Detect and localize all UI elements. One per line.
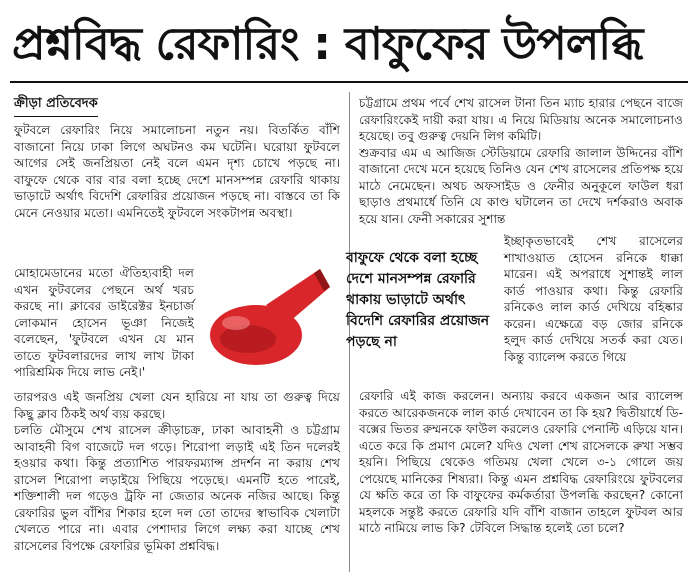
pull-quote: বাফুফে থেকে বলা হচ্ছে দেশে মানসম্পন্ন রেফারি থাকায় ভাড়াটে অর্থাৎ বিদেশি রেফারির প্রয়োজন পড়ছে না [346,250,490,350]
whistle-highlight [222,316,250,330]
whistle-shade [220,325,276,353]
left-bottom-paragraph-2: চলতি মৌসুমে শেখ রাসেল ক্রীড়াচক্র, ঢাকা আবাহনী ও চট্টগ্রাম আবাহনী বিগ বাজেটে দল গড়ে। শিরোপা লড়াই এই তিন দলেরই হওয়ার কথা। কিন্তু প্রত্যাশিত পারফরম্যান্স প্রদর্শন না করায় শেখ রাসেল শিরোপা লড়াইয়ে পিছিয়ে পড়েছে। এমনটি হতে পারেই, শক্তিশালী দল গড়েও ট্রফি না জেতার অনেক নজির আছে। কিন্তু রেফারির ভুল বাঁশির শিকার হলে দল তো তাদের স্বাভাবিক খেলাটা খেলতে পারে না। এবার পেশাদার লিগে লক্ষ্য করা যাচ্ছে শেখ রাসেলের বিপক্ষে রেফারির ভূমিকা প্রশ্নবিদ্ধ। [14,423,340,553]
headline: প্রশ্নবিদ্ধ রেফারিং : বাফুফের উপলব্ধি [12,17,643,70]
right-column-bottom: রেফারি এই কাজ করলেন। অন্যায় করবে একজন আর ব্যালেন্স করতে আরেকজনকে লাল কার্ড দেখাবেন তা কি হয়? দ্বিতীয়ার্ধে ডি-বক্সের ভিতর রুম্মনকে ফাউল করলেও রেফারি পেনাল্টি এড়িয়ে যান। এতে করে কি প্রমাণ মেলে? যদিও খেলা শেখ রাসেলকে রুখা সম্ভব হয়নি। পিছিয়ে থেকেও গতিময় খেলা খেলে ৩-১ গোলে জয় পেয়েছে মানিকের শিষ্যরা। কিন্তু এমন প্রশ্নবিদ্ধ রেফারিংয়ে ফুটবলের যে ক্ষতি করে তা কি বাফুফের কর্মকর্তারা উপলব্ধি করছেন? কোনো মহলকে সন্তুষ্ট করতে রেফারি যদি বাঁশি বাজান তাহলে ফুটবল আর মাঠে নামিয়ে লাভ কি? টেবিলে সিদ্ধান্ত হলেই তো চলে? [359,389,683,535]
right-paragraph-1: চট্টগ্রামে প্রথম পর্বে শেখ রাসেল টানা তিন ম্যাচ হারার পেছনে বাজে রেফারিংকেই দায়ী করা যায়। এ নিয়ে মিডিয়ায় অনেক সমালোচনাও হয়েছে। তবু গুরুত্ব দেয়নি লিগ কমিটি। [359,96,683,143]
left-inset-text: মোহামেডানের মতো ঐতিহ্যবাহী দল এখন ফুটবলের পেছনে অর্থ খরচ করছে না। ক্লাবের ডাইরেক্টর ইনচার্জ লোকমান হোসেন ভূঞা নিজেই বলেছেন, 'ফুটবলে এখন যে মান তাতে ফুটবলারদের লাখ লাখ টাকা পারিশ্রমিক দিয়ে লাভ নেই।' [14,266,194,379]
left-bottom-paragraph-1: তারপরও এই জনপ্রিয় খেলা যেন হারিয়ে না যায় তা গুরুত্ব দিয়ে কিছু ক্লাব ঠিকই অর্থ ব্যয় করছে। [14,390,340,421]
whistle-icon [196,257,334,369]
headline-rule [10,81,688,83]
byline: ক্রীড়া প্রতিবেদক [14,94,98,117]
right-column-top [359,95,683,255]
left-column [14,122,340,221]
top-cropped-strip [0,0,696,3]
left-paragraph-1: ফুটবলে রেফারিং নিয়ে সমালোচনা নতুন নয়। বিতর্কিত বাঁশি বাজানো নিয়ে ঢাকা লিগে অঘটনও কম ঘটেনি। ঘরোয়া ফুটবলে আগের সেই জনপ্রিয়তা নেই বলে এমন দৃশ্য চোখে পড়ছে না। বাফুফে থেকে বার বার বলা হচ্ছে দেশে মানসম্পন্ন রেফারি থাকায় ভাড়াটে অর্থাৎ বিদেশি রেফারির প্রয়োজন পড়ছে না। বাস্তবে তা কি মেনে নেওয়ার মতো। এমনিতেই ফুটবলে সংকটাপন্ন অবস্থা। [14,123,340,220]
right-paragraph-2: শুক্রবার এম এ আজিজ স্টেডিয়ামে রেফারি জালাল উদ্দিনের বাঁশি বাজানো দেখে মনে হয়েছে তিনিও যেন শেখ রাসেলের প্রতিপক্ষ হয়ে মাঠে নেমেছেন। অথচ অফসাইড ও ফেনীর অনুকূলে ফাউল ধরা ছাড়াও প্রথমার্ধে তিনি যে কাণ্ড ঘটালেন তা দেখে দর্শকরাও অবাক হয়ে যান। ফেনী সকারের সুশান্ত [359,145,683,226]
left-column-bottom [14,389,340,554]
right-inset-text: ইচ্ছাকৃতভাবেই শেখ রাসেলের শাখাওয়াত হোসেন রনিকে ধাক্কা মারেন। এই অপরাধে সুশান্তই লাল কার্ড পাওয়ার কথা। কিন্তু রেফারি রনিকেও লাল কার্ড দেখিয়ে বহিষ্কার করেন। এক্ষেত্রে বড় জোর রনিকে হলুদ কার্ড দেখিয়ে সতর্ক করা যেত। কিন্তু ব্যালেন্স করতে গিয়ে [504,234,683,364]
